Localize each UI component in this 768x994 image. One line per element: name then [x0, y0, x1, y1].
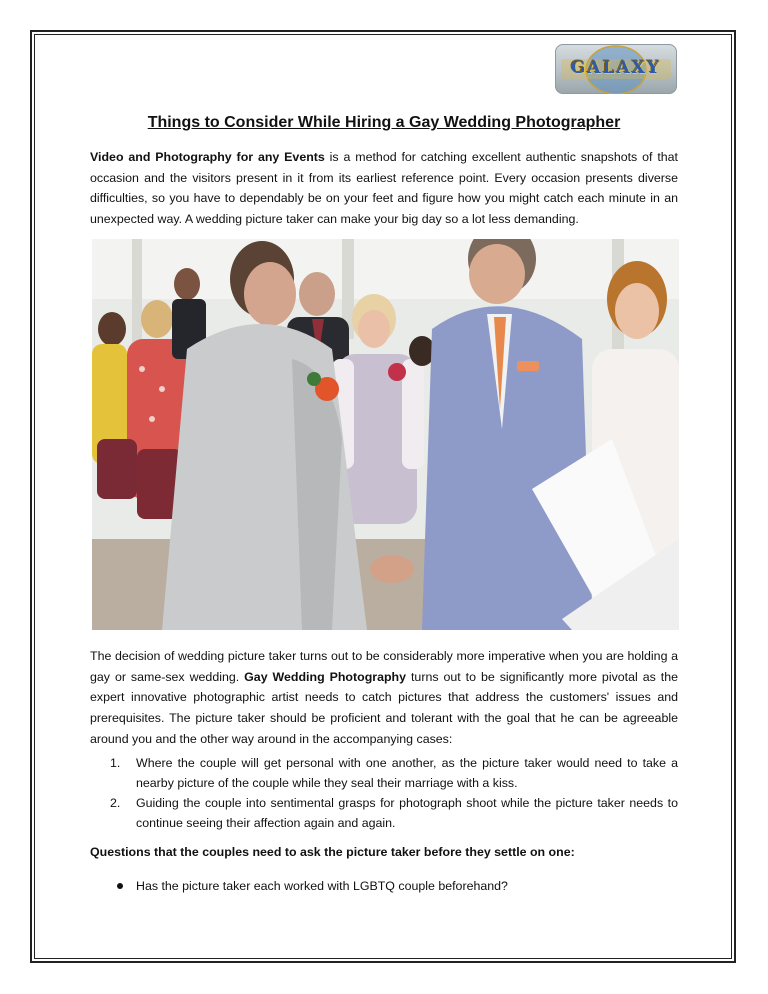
logo-text: GALAXY [570, 58, 662, 78]
bullet-list [90, 876, 678, 896]
list-number: 1. [110, 756, 121, 770]
questions-heading: Questions that the couples need to ask the picture taker before they settle on one: [90, 845, 575, 859]
list-item [90, 793, 678, 833]
bullet-icon [117, 883, 123, 889]
decision-bold-link: Gay Wedding Photography [244, 669, 407, 684]
decision-text-after: turns out to be significantly more pivotal as the expert innovative photographic artist needs to catch pictures that address the customers' issues and prerequisites. The picture taker should be proficient and tolerant with the goal that he can be agreeable around you and the other way around in the accompanying cases: [90, 669, 678, 746]
list-number: 2. [110, 796, 121, 810]
intro-paragraph [90, 147, 678, 230]
page-title: Things to Consider While Hiring a Gay Wedding Photographer [147, 114, 621, 131]
numbered-list [90, 753, 678, 833]
list-item-text: Has the picture taker each worked with LGBTQ couple beforehand? [136, 879, 508, 893]
intro-text: is a method for catching excellent authentic snapshots of that occasion and the visitors present in it from its earliest reference point. Every occasion presents diverse difficulties, so you have to dependably be on your feet and figure how you might catch each minute in an unexpected way. A wedding picture taker can make your big day so a lot less demanding. [90, 150, 678, 227]
galaxy-logo [555, 44, 677, 94]
wedding-photo [92, 239, 679, 630]
decision-text-before: The decision of wedding picture taker turns out to be considerably more imperative when you are holding a gay or same-sex wedding. [90, 649, 678, 684]
list-item-text: Guiding the couple into sentimental grasps for photograph shoot while the picture taker needs to continue seeing their affection again and again. [136, 796, 678, 830]
intro-bold-lead: Video and Photography for any Events [90, 150, 325, 164]
decision-paragraph [90, 646, 678, 750]
list-item [90, 876, 678, 896]
list-item-text: Where the couple will get personal with one another, as the picture taker would need to take a nearby picture of the couple while they seal their marriage with a kiss. [136, 756, 678, 790]
list-item [90, 753, 678, 793]
